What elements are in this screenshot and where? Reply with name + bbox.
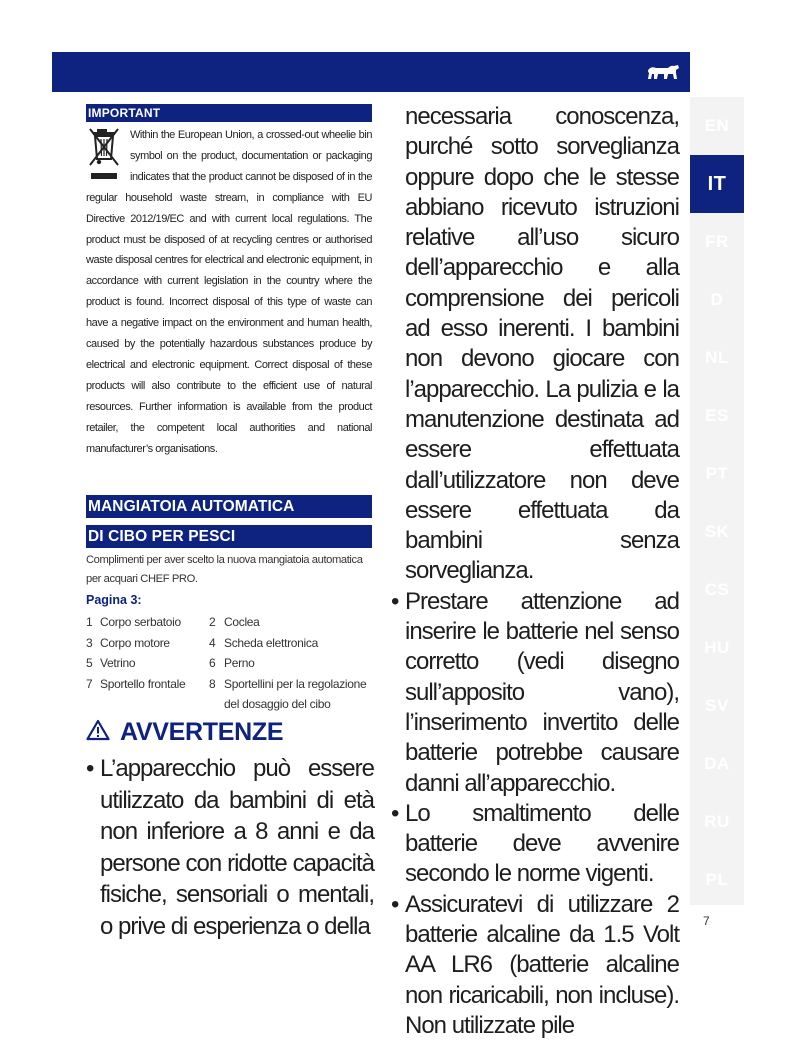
tab-pt[interactable]: PT xyxy=(705,464,729,483)
tab-nl[interactable]: NL xyxy=(705,348,729,367)
tab-da[interactable]: DA xyxy=(704,754,730,773)
warning-bullet-1: • L’apparecchio può essere utilizzato da bambini di età non inferiore a 8 anni e da persone con ridotte capacità fisiche, sensoriali o mentali, o prive di esperienza o della xyxy=(86,755,374,940)
section-title-line-2: DI CIBO PER PESCI xyxy=(86,525,372,548)
intro-text: Complimenti per aver scelto la nuova mangiatoia automatica per acquari CHEF PRO. xyxy=(86,554,363,585)
important-text: Within the European Union, a crossed-out wheelie bin symbol on the product, documentation or packaging indicates that the product cannot be disposed of in the regular household waste stream, in compliance with EU Directive 2012/19/EC and with current local regulations. The product must be disposed of at recycling centres or authorised waste disposal centres for electrical and electronic equipment, in accordance with current legislation in the country where the product is found. Incorrect disposal of this type of waste can have a negative impact on the environment and human health, caused by the potentially hazardous substances produce by electrical and electronic equipment. Correct disposal of these products will also contribute to the efficient use of natural resources. Further information is available from the product retailer, the competent local authorities and national manufacturer’s organisations. xyxy=(86,129,372,455)
list-item: 5 Vetrino 6 Perno xyxy=(86,656,255,670)
important-text-block xyxy=(86,125,372,460)
tab-pl[interactable]: PL xyxy=(705,870,729,889)
warning-title: AVVERTENZE xyxy=(120,717,284,746)
warning-continuation: necessaria conoscenza, purché sotto sorveglianza oppure dopo che le stesse abbiano ricevuto istruzioni relative all’uso sicuro dell’apparecchio e alla comprensione dei pericoli ad esso inerenti. I bambini non devono giocare con l’apparecchio. La pulizia e la manutenzione destinata ad essere effettuata dall’utilizzatore non deve essere effettuata da bambini senza sorveglianza. xyxy=(405,103,679,585)
right-column xyxy=(387,102,679,1041)
tab-es[interactable]: ES xyxy=(705,406,729,425)
tab-fr[interactable]: FR xyxy=(705,232,729,251)
header-bar xyxy=(52,52,690,92)
important-box xyxy=(86,104,372,460)
language-tabs xyxy=(690,97,744,905)
crossed-out-wheelie-bin-icon xyxy=(86,125,126,187)
warning-triangle-icon xyxy=(86,719,110,746)
tab-hu[interactable]: HU xyxy=(704,638,730,657)
tab-it[interactable]: IT xyxy=(690,155,744,213)
tab-sk[interactable]: SK xyxy=(704,522,730,541)
warning-bullet-3: • Lo smaltimento delle batterie deve avvenire secondo le norme vigenti. xyxy=(391,799,679,888)
tab-d[interactable]: D xyxy=(710,290,724,309)
page-number: 7 xyxy=(703,914,710,928)
list-item: 7 Sportello frontale 8 Sportellini per la regolazione del dosaggio del cibo xyxy=(86,676,367,711)
list-item: 1 Corpo serbatoio 2 Coclea xyxy=(86,615,260,629)
warning-heading xyxy=(86,716,283,748)
tab-sv[interactable]: SV xyxy=(705,696,729,715)
dog-icon xyxy=(646,64,680,85)
tab-en[interactable]: EN xyxy=(704,116,730,135)
pagina-label: Pagina 3: xyxy=(86,593,142,607)
warning-bullet-4: • Assicuratevi di utilizzare 2 batterie alcaline da 1.5 Volt AA LR6 (batterie alcaline non ricaricabili, non incluse). Non utilizzate pile xyxy=(391,890,679,1039)
important-title: IMPORTANT xyxy=(86,104,372,122)
tab-cs[interactable]: CS xyxy=(704,580,730,599)
list-item: 3 Corpo motore 4 Scheda elettronica xyxy=(86,635,318,650)
parts-list xyxy=(86,612,376,711)
tab-ru[interactable]: RU xyxy=(704,812,730,831)
warning-bullet-2: • Prestare attenzione ad inserire le batterie nel senso corretto (vedi disegno sull’apposito vano), l’inserimento invertito delle batterie potrebbe causare danni all’apparecchio. xyxy=(391,587,679,797)
section-title-line-1: MANGIATOIA AUTOMATICA xyxy=(86,495,372,518)
